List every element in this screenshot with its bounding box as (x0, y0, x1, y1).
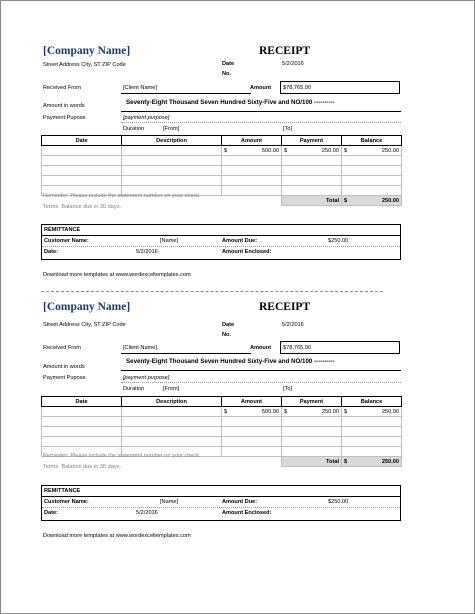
amount-in-words-label: Amount in words (43, 103, 85, 109)
client-name[interactable]: [Client Name] (123, 85, 157, 91)
amount-in-words[interactable]: Seventy-Eight Thousand Seven Hundred Sixty-Five and NO/100 ---------- (126, 358, 335, 365)
remittance-box (41, 485, 401, 521)
table-row (42, 417, 402, 427)
payment-purpose[interactable]: [payment purpose] (123, 115, 170, 121)
table-row: $ 500.00 $ 250.00 $ 250.00 (42, 146, 402, 156)
received-from-label: Received From (43, 345, 81, 351)
duration-from[interactable]: [From] (163, 386, 180, 392)
download-link[interactable]: Download more templates at www.wordexceltemplates.com (43, 533, 191, 539)
receipt-title: RECEIPT (259, 45, 311, 57)
col-header-description: Description (122, 136, 222, 146)
date-label: Date (222, 61, 235, 67)
client-name[interactable]: [Client Name] (123, 345, 157, 351)
table-row (42, 427, 402, 437)
company-address: Street Address City, ST ZIP Code (43, 322, 126, 328)
customer-name-label: Customer Name: (44, 238, 89, 244)
remit-date-value[interactable]: 5/2/2016 (136, 249, 158, 255)
customer-name-label: Customer Name: (44, 499, 89, 505)
amount-box[interactable] (280, 341, 400, 354)
customer-name[interactable]: [Name] (160, 238, 179, 244)
duration-to[interactable]: [To] (283, 126, 293, 132)
receipt-title: RECEIPT (259, 301, 311, 313)
reminder-text: Reminder: Please include the statement number on your check. (43, 193, 201, 199)
number-label: No. (222, 71, 232, 77)
duration-label: Duration (123, 386, 145, 392)
company-name: [Company Name] (43, 301, 131, 313)
amount-value: $78,765.00 (283, 85, 311, 91)
amount-label: Amount (250, 85, 272, 91)
remit-date-label: Date: (44, 510, 58, 516)
col-header-balance: Balance (342, 397, 402, 407)
col-header-payment: Payment (282, 136, 342, 146)
company-name: [Company Name] (43, 45, 131, 57)
col-header-date: Date (42, 136, 122, 146)
duration-to[interactable]: [To] (283, 386, 293, 392)
reminder-text: Reminder: Please include the statement number on your check. (43, 453, 201, 459)
remit-date-value[interactable]: 5/2/2016 (136, 510, 158, 516)
total-value: $ 250.00 (342, 457, 402, 467)
table-row (42, 156, 402, 166)
amount-enclosed-label: Amount Enclosed: (222, 510, 272, 516)
total-label: Total (282, 457, 342, 467)
date-value[interactable]: 5/2/2016 (282, 61, 304, 67)
payment-purpose-label: Payment Pupose (43, 375, 86, 381)
col-header-payment: Payment (282, 397, 342, 407)
col-header-amount: Amount (222, 397, 282, 407)
cut-line (41, 291, 383, 292)
company-address: Street Address City, ST ZIP Code (43, 62, 126, 68)
terms-text: Terms: Balance due in 30 days. (43, 464, 122, 470)
remittance-box (41, 224, 401, 260)
total-value: $ 250.00 (342, 196, 402, 206)
customer-name[interactable]: [Name] (160, 499, 179, 505)
table-row (42, 176, 402, 186)
download-link[interactable]: Download more templates at www.wordexceltemplates.com (43, 272, 191, 278)
col-header-balance: Balance (342, 136, 402, 146)
amount-in-words[interactable]: Seventy-Eight Thousand Seven Hundred Sixty-Five and NO/100 ---------- (126, 99, 335, 106)
payment-purpose[interactable]: [payment purpose] (123, 375, 170, 381)
remittance-title: REMITTANCE (44, 227, 81, 233)
col-header-description: Description (122, 397, 222, 407)
amount-due-label: Amount Due: (222, 499, 258, 505)
amount-box[interactable] (280, 81, 400, 94)
terms-text: Terms: Balance due in 30 days. (43, 204, 122, 210)
received-from-label: Received From (43, 85, 81, 91)
amount-enclosed-label: Amount Enclosed: (222, 249, 272, 255)
amount-label: Amount (250, 345, 272, 351)
number-label: No. (222, 332, 232, 338)
total-label: Total (282, 196, 342, 206)
table-row: $ 500.00 $ 250.00 $ 250.00 (42, 407, 402, 417)
amount-in-words-label: Amount in words (43, 364, 85, 370)
table-row (42, 437, 402, 447)
amount-due[interactable]: $250.00 (328, 499, 349, 505)
table-row (42, 166, 402, 176)
amount-value: $78,765.00 (283, 345, 311, 351)
payment-purpose-label: Payment Pupose (43, 115, 86, 121)
amount-due[interactable]: $250.00 (328, 238, 349, 244)
date-label: Date (222, 322, 235, 328)
col-header-date: Date (42, 397, 122, 407)
duration-label: Duration (123, 126, 145, 132)
col-header-amount: Amount (222, 136, 282, 146)
duration-from[interactable]: [From] (163, 126, 180, 132)
remittance-title: REMITTANCE (44, 488, 81, 494)
amount-due-label: Amount Due: (222, 238, 258, 244)
date-value[interactable]: 5/2/2016 (282, 322, 304, 328)
remit-date-label: Date: (44, 249, 58, 255)
